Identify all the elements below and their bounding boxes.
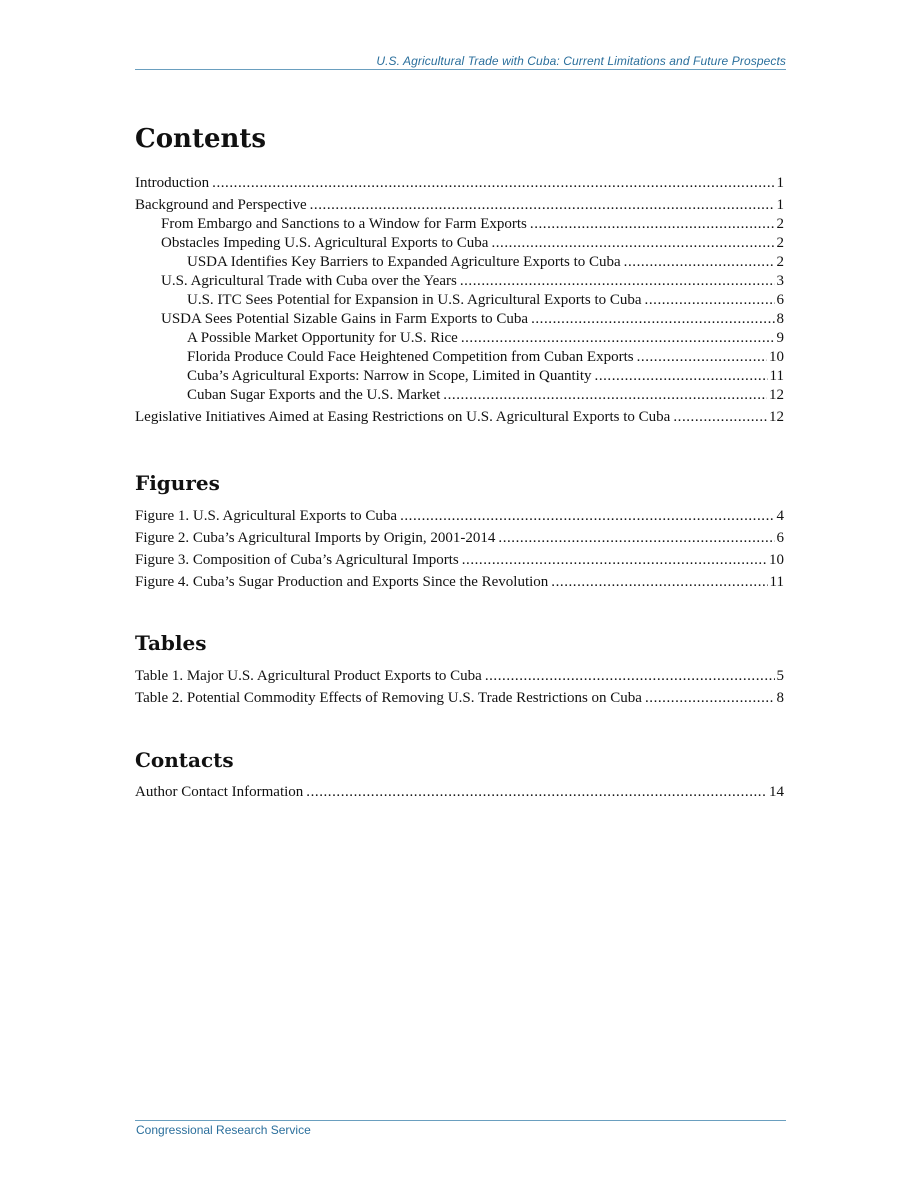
toc-entry-title: Table 1. Major U.S. Agricultural Product Exports to Cuba <box>135 668 482 684</box>
toc-entry-page-number: 6 <box>776 530 784 546</box>
toc-entry-title: Author Contact Information <box>135 784 304 800</box>
toc-entry[interactable] <box>135 667 784 686</box>
toc-entry-page-number: 8 <box>776 690 784 706</box>
toc-entry-page-number: 1 <box>776 175 784 191</box>
toc-entry[interactable] <box>135 234 784 253</box>
dot-leader <box>491 234 774 253</box>
dot-leader <box>310 196 775 215</box>
dot-leader <box>595 367 768 386</box>
dot-leader <box>212 174 774 193</box>
toc-entry[interactable] <box>135 310 784 329</box>
dot-leader <box>530 215 775 234</box>
contents-title: Contents <box>135 124 267 154</box>
header-rule <box>135 69 786 70</box>
contacts-list <box>135 783 784 802</box>
toc-entry-title: Cuban Sugar Exports and the U.S. Market <box>187 387 441 403</box>
toc-entry-title: Obstacles Impeding U.S. Agricultural Exports to Cuba <box>161 235 489 251</box>
toc-entry-title: Cuba’s Agricultural Exports: Narrow in Scope, Limited in Quantity <box>187 368 592 384</box>
dot-leader <box>485 667 775 686</box>
dot-leader <box>400 507 774 526</box>
dot-leader <box>637 348 767 367</box>
toc-entry-page-number: 14 <box>769 784 784 800</box>
toc-entry-title: From Embargo and Sanctions to a Window for Farm Exports <box>161 216 527 232</box>
toc-entry-title: Figure 3. Composition of Cuba’s Agricultural Imports <box>135 552 459 568</box>
toc-entry-page-number: 4 <box>776 508 784 524</box>
toc-entry[interactable] <box>135 573 784 592</box>
dot-leader <box>645 689 775 708</box>
contents-list <box>135 174 784 427</box>
toc-entry-title: Introduction <box>135 175 210 191</box>
toc-entry-page-number: 10 <box>769 349 784 365</box>
dot-leader <box>624 253 775 272</box>
toc-entry-page-number: 3 <box>776 273 784 289</box>
toc-entry-title: USDA Sees Potential Sizable Gains in Farm Exports to Cuba <box>161 311 529 327</box>
dot-leader <box>443 386 767 405</box>
toc-entry-title: Florida Produce Could Face Heightened Competition from Cuban Exports <box>187 349 634 365</box>
toc-entry-page-number: 2 <box>776 216 784 232</box>
toc-entry[interactable] <box>135 329 784 348</box>
dot-leader <box>460 272 775 291</box>
dot-leader <box>673 408 767 427</box>
toc-entry-title: USDA Identifies Key Barriers to Expanded Agriculture Exports to Cuba <box>187 254 621 270</box>
toc-entry-title: Figure 2. Cuba’s Agricultural Imports by Origin, 2001-2014 <box>135 530 496 546</box>
toc-entry-page-number: 8 <box>776 311 784 327</box>
toc-entry-page-number: 9 <box>776 330 784 346</box>
toc-entry-page-number: 10 <box>769 552 784 568</box>
footer-org-name: Congressional Research Service <box>136 1123 311 1137</box>
figures-title: Figures <box>135 471 220 495</box>
footer-rule <box>135 1120 786 1121</box>
tables-title: Tables <box>135 631 207 655</box>
toc-entry-title: Background and Perspective <box>135 197 307 213</box>
toc-entry[interactable] <box>135 291 784 310</box>
toc-entry[interactable] <box>135 386 784 405</box>
toc-entry[interactable] <box>135 507 784 526</box>
toc-entry-page-number: 12 <box>769 409 784 425</box>
dot-leader <box>645 291 775 310</box>
toc-entry-page-number: 2 <box>776 254 784 270</box>
dot-leader <box>531 310 774 329</box>
toc-entry[interactable] <box>135 174 784 193</box>
dot-leader <box>498 529 774 548</box>
toc-entry-page-number: 5 <box>776 668 784 684</box>
dot-leader <box>306 783 767 802</box>
toc-entry-title: Figure 4. Cuba’s Sugar Production and Exports Since the Revolution <box>135 574 549 590</box>
toc-entry[interactable] <box>135 348 784 367</box>
tables-list <box>135 667 784 708</box>
toc-entry[interactable] <box>135 253 784 272</box>
toc-entry[interactable] <box>135 272 784 291</box>
toc-entry[interactable] <box>135 551 784 570</box>
toc-entry-page-number: 1 <box>776 197 784 213</box>
toc-entry-title: Figure 1. U.S. Agricultural Exports to Cuba <box>135 508 398 524</box>
toc-entry-title: Table 2. Potential Commodity Effects of Removing U.S. Trade Restrictions on Cuba <box>135 690 642 706</box>
toc-entry-page-number: 6 <box>776 292 784 308</box>
toc-entry[interactable] <box>135 196 784 215</box>
toc-entry[interactable] <box>135 529 784 548</box>
toc-entry[interactable] <box>135 783 784 802</box>
dot-leader <box>551 573 767 592</box>
contacts-title: Contacts <box>135 748 234 772</box>
dot-leader <box>462 551 767 570</box>
toc-entry[interactable] <box>135 689 784 708</box>
toc-entry-page-number: 11 <box>769 368 784 384</box>
toc-entry-page-number: 2 <box>776 235 784 251</box>
toc-entry-page-number: 11 <box>769 574 784 590</box>
toc-entry-page-number: 12 <box>769 387 784 403</box>
figures-list <box>135 507 784 592</box>
toc-entry[interactable] <box>135 215 784 234</box>
toc-entry[interactable] <box>135 367 784 386</box>
toc-entry-title: Legislative Initiatives Aimed at Easing Restrictions on U.S. Agricultural Exports to Cuba <box>135 409 671 425</box>
dot-leader <box>461 329 775 348</box>
toc-entry-title: A Possible Market Opportunity for U.S. Rice <box>187 330 458 346</box>
toc-entry-title: U.S. Agricultural Trade with Cuba over the Years <box>161 273 457 289</box>
toc-entry-title: U.S. ITC Sees Potential for Expansion in U.S. Agricultural Exports to Cuba <box>187 292 642 308</box>
toc-entry[interactable] <box>135 408 784 427</box>
running-header-title: U.S. Agricultural Trade with Cuba: Current Limitations and Future Prospects <box>376 54 786 68</box>
